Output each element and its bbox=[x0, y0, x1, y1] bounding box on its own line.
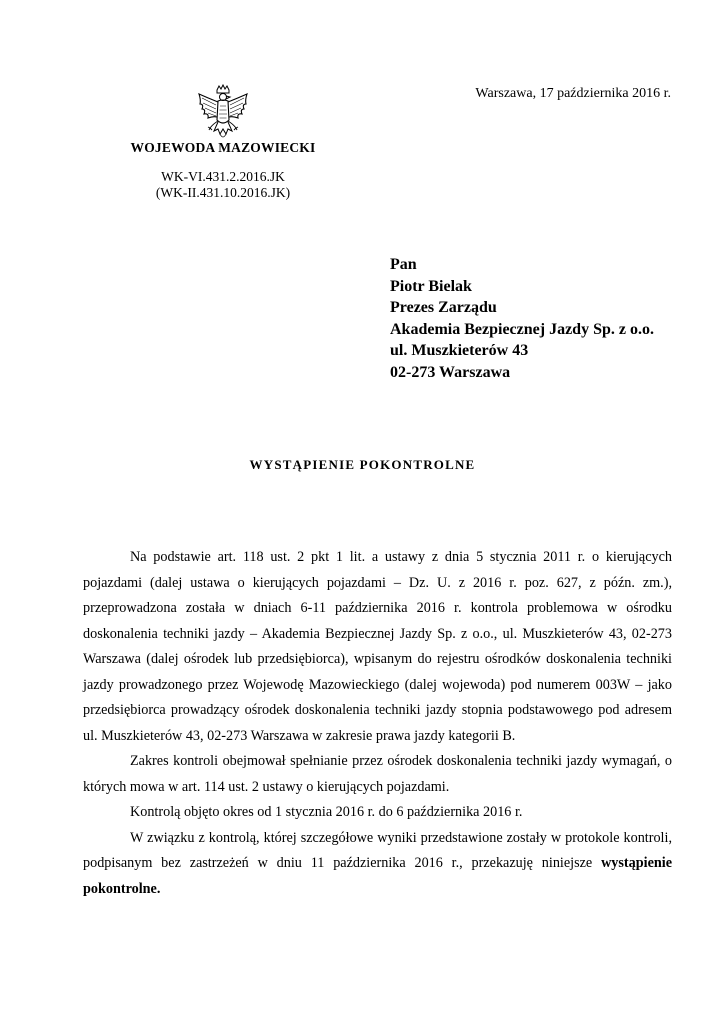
recipient-company: Akademia Bezpiecznej Jazdy Sp. z o.o. bbox=[390, 320, 654, 338]
letter-body bbox=[83, 545, 672, 902]
recipient-name: Piotr Bielak bbox=[390, 277, 472, 295]
place-date: Warszawa, 17 października 2016 r. bbox=[475, 86, 671, 101]
body-paragraph-period: Kontrolą objęto okres od 1 stycznia 2016 r. do 6 października 2016 r. bbox=[130, 804, 523, 820]
body-paragraph-scope: Zakres kontroli obejmował spełnianie przez ośrodek doskonalenia techniki jazdy wymagań, o których mowa w art. 114 ust. 2 ustawy o kierujących pojazdami. bbox=[83, 753, 672, 795]
recipient-street: ul. Muszkieterów 43 bbox=[390, 342, 529, 359]
issuer-title: WOJEWODA MAZOWIECKI bbox=[130, 140, 316, 155]
reference-secondary: (WK-II.431.10.2016.JK) bbox=[155, 185, 291, 200]
issuer-block bbox=[110, 140, 336, 201]
polish-eagle-emblem-icon bbox=[196, 84, 250, 144]
recipient-salutation: Pan bbox=[390, 256, 417, 273]
conclusion-lead-text: W związku z kontrolą, której szczegółowe wyniki przedstawione zostały w protokole kontroli, podpisanym bez zastrzeżeń w dniu 11 października 2016 r., przekazuję niniejsze bbox=[83, 829, 672, 871]
recipient-position: Prezes Zarządu bbox=[390, 299, 497, 316]
reference-primary: WK-VI.431.2.2016.JK bbox=[161, 169, 285, 184]
document-title: WYSTĄPIENIE POKONTROLNE bbox=[249, 457, 476, 472]
reference-numbers bbox=[110, 169, 336, 201]
body-paragraph-conclusion bbox=[83, 826, 672, 903]
conclusion-bold-text: wystąpienie pokontrolne. bbox=[83, 855, 672, 897]
body-paragraph-legal-basis: Na podstawie art. 118 ust. 2 pkt 1 lit. a ustawy z dnia 5 stycznia 2011 r. o kierujących pojazdami (dalej ustawa o kierujących pojazdami – Dz. U. z 2016 r. poz. 627, z późn. zm.), przeprowadzona została w dniach 6-11 października 2016 r. kontrola problemowa w ośrodku doskonalenia techniki jazdy – Akademia Bezpiecznej Jazdy Sp. z o.o., ul. Muszkieterów 43, 02-273 Warszawa (dalej ośrodek lub przedsiębiorca), wpisanym do rejestru ośrodków doskonalenia techniki jazdy prowadzonego przez Wojewodę Mazowieckiego (dalej wojewoda) pod numerem 003W – jako przedsiębiorca prowadzący ośrodek doskonalenia techniki jazdy stopnia podstawowego pod adresem ul. Muszkieterów 43, 02-273 Warszawa w zakresie prawa jazdy kategorii B. bbox=[83, 549, 672, 744]
recipient-address bbox=[390, 254, 654, 383]
recipient-postal-city: 02-273 Warszawa bbox=[390, 363, 511, 381]
